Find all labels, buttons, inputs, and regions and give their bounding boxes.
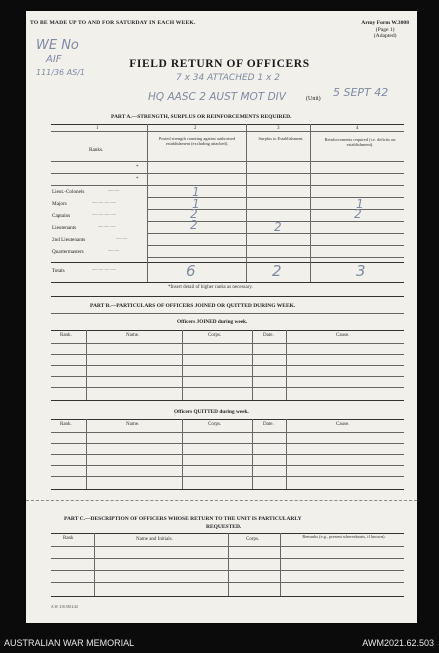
form-page: (Page 1) (375, 26, 395, 33)
footer-bar (0, 633, 439, 653)
joined-col-rank: Rank. (60, 333, 72, 338)
print-code: A.W. 316 5M 2/42 (51, 605, 78, 609)
handwritten-total-posted: 6 (186, 262, 196, 280)
rank-star-1: * (136, 165, 139, 170)
form-number (361, 20, 409, 40)
handwritten-majors-posted: 1 (192, 197, 200, 211)
col-header-ranks: Ranks. (89, 147, 104, 153)
quitted-col-date: Date. (263, 422, 274, 427)
handwritten-captains-reinforcements: 2 (354, 207, 362, 221)
rank-2nd-lieutenants: 2nd Lieutenants (52, 237, 86, 243)
partc-col-corps: Corps. (246, 537, 260, 542)
header-instruction: TO BE MADE UP TO AND FOR SATURDAY IN EACH WEEK. (30, 20, 196, 26)
handwritten-lieutenants-surplus: 2 (274, 220, 282, 234)
joined-col-corps: Corps. (208, 333, 222, 338)
quitted-col-cause: Cause. (336, 422, 350, 427)
handwritten-margin-note-2: AIF (46, 54, 62, 65)
handwritten-total-surplus: 2 (272, 262, 282, 280)
page-title: FIELD RETURN OF OFFICERS (129, 58, 310, 70)
partc-col-name: Name and Initials. (136, 537, 173, 542)
part-c-title-line1: PART C.—DESCRIPTION OF OFFICERS WHOSE RETURN TO THE UNIT IS PARTICULARLY (64, 516, 302, 522)
handwritten-total-reinforcements: 3 (356, 262, 366, 280)
joined-col-cause: Cause. (336, 333, 350, 338)
handwritten-majors-reinforcements: 1 (356, 197, 364, 211)
handwritten-unit: HQ AASC 2 AUST MOT DIV (148, 91, 286, 103)
perforation-line (26, 500, 417, 501)
joined-table-title: Officers JOINED during week. (177, 319, 248, 325)
col-header-reinforcements: Reinforcements required (i.e. deficits on establishment). (324, 137, 396, 148)
quitted-col-name: Name. (126, 422, 140, 427)
handwritten-lieutenants-posted: 2 (190, 218, 198, 232)
rank-lieutenants: Lieutenants (52, 225, 77, 231)
col-number-4: 4 (356, 126, 359, 131)
totals-label: Totals (52, 268, 65, 274)
handwritten-captains-posted: 2 (190, 207, 198, 221)
col-header-posted: Posted strength counting against authorised establishment (excluding attached). (158, 136, 236, 147)
rank-quartermasters: Quartermasters (52, 249, 84, 255)
handwritten-attached: 7 x 34 ATTACHED 1 x 2 (176, 73, 280, 83)
joined-col-date: Date. (263, 333, 274, 338)
rank-captains: Captains (52, 213, 71, 219)
col-number-3: 3 (277, 126, 280, 131)
form-number-label: Army Form W.3008 (361, 20, 409, 26)
quitted-col-corps: Corps. (208, 422, 222, 427)
partc-col-remarks: Remarks (e.g., present whereabouts, if known). (302, 534, 386, 539)
rank-majors: Majors (52, 201, 67, 207)
col-number-1: 1 (96, 126, 99, 131)
form-adapted: (Adapted) (373, 33, 397, 39)
quitted-col-rank: Rank. (60, 422, 72, 427)
footer-accession-number: AWM2021.62.503 (362, 638, 434, 648)
footer-source: AUSTRALIAN WAR MEMORIAL (4, 638, 135, 648)
partc-col-rank: Rank (63, 536, 74, 541)
rank-lt-colonels: Lieut.-Colonels (52, 189, 85, 195)
unit-label: (Unit) (306, 96, 321, 102)
part-a-footnote: *Insert detail of higher ranks as necessary. (168, 285, 253, 290)
handwritten-date: 5 SEPT 42 (333, 86, 389, 99)
part-a-title: PART A.—STRENGTH, SURPLUS OR REINFORCEMENTS REQUIRED. (111, 114, 292, 120)
joined-col-name: Name. (126, 333, 140, 338)
handwritten-lt-colonels-posted: 1 (192, 185, 200, 199)
quitted-table-title: Officers QUITTED during week. (174, 409, 249, 415)
col-header-surplus: Surplus to Establishment. (258, 136, 304, 141)
col-number-2: 2 (194, 126, 197, 131)
rank-star-2: * (136, 177, 139, 182)
part-b-title: PART B.—PARTICULARS OF OFFICERS JOINED OR QUITTED DURING WEEK. (90, 303, 296, 309)
part-c-title-line2: REQUESTED. (206, 524, 242, 530)
handwritten-margin-note-3: 111/36 AS/1 (36, 68, 86, 77)
handwritten-margin-note-1: WE No (36, 38, 79, 53)
